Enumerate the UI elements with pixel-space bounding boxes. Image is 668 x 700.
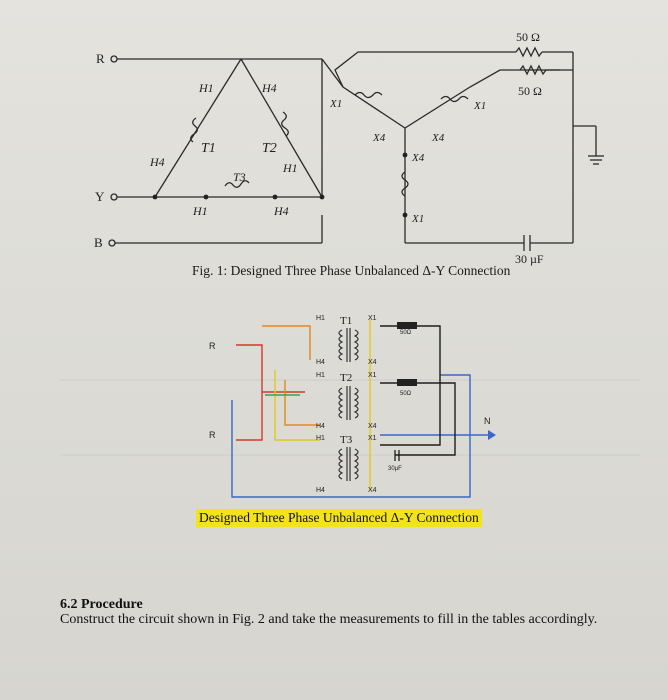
label-cap: 30 µF — [515, 252, 544, 266]
fig2-label-h1a: H1 — [316, 315, 325, 322]
wire-red — [236, 345, 262, 440]
fig2-label-x4c: X4 — [368, 487, 377, 494]
fig2-label-x4a: X4 — [368, 359, 377, 366]
label-t3: T3 — [233, 170, 246, 184]
fig2-label-res2: 50Ω — [400, 391, 412, 397]
fig2-label-h4c: H4 — [316, 487, 325, 494]
fig2-label-t3: T3 — [340, 434, 353, 446]
label-h4-left: H4 — [150, 155, 165, 169]
fig2-label-t2: T2 — [340, 372, 353, 384]
label-x4-right: X4 — [432, 132, 445, 144]
label-r2: 50 Ω — [518, 84, 542, 98]
fig2-label-h1c: H1 — [316, 435, 325, 442]
transformer-t1 — [339, 328, 358, 362]
transformer-t2 — [339, 386, 358, 420]
fig2-label-x1b: X1 — [368, 372, 377, 379]
label-t1: T1 — [201, 141, 216, 156]
label-x1-right: X1 — [474, 100, 487, 112]
label-y: Y — [95, 189, 105, 204]
label-h4-top: H4 — [262, 81, 277, 95]
fig2-label-h4b: H4 — [316, 423, 325, 430]
fig2-label-x1c: X1 — [368, 435, 377, 442]
fig1-caption: Fig. 1: Designed Three Phase Unbalanced Δ-Y Connection — [192, 263, 511, 278]
label-h1-right: H1 — [283, 161, 298, 175]
label-r1: 50 Ω — [516, 30, 540, 44]
fig2-label-h4a: H4 — [316, 359, 325, 366]
wire-orange — [262, 326, 310, 360]
label-x1-left: X1 — [330, 98, 343, 110]
fig2-label-x4b: X4 — [368, 423, 377, 430]
fig2-label-cap: 30µF — [388, 466, 402, 472]
fig2-caption: Designed Three Phase Unbalanced Δ-Y Connection — [196, 509, 482, 527]
fig2-label-res1: 50Ω — [400, 330, 412, 336]
label-h1-bottom: H1 — [193, 204, 208, 218]
fig2-label-x1a: X1 — [368, 315, 377, 322]
wire-yellow — [275, 370, 320, 440]
fig2-label-h1b: H1 — [316, 372, 325, 379]
label-x4-center: X4 — [412, 152, 425, 164]
section-heading: 6.2 Procedure — [60, 597, 143, 612]
fig2-resistor-1 — [397, 322, 417, 329]
fig2-label-r-top: R — [209, 341, 216, 351]
transformer-t3 — [339, 447, 358, 481]
label-t2: T2 — [262, 141, 277, 156]
fig2-label-t1: T1 — [340, 315, 353, 327]
label-r: R — [96, 51, 105, 66]
label-h1-top: H1 — [199, 81, 214, 95]
section-body: Construct the circuit shown in Fig. 2 and take the measurements to fill in the tables accordingly. — [60, 612, 598, 627]
fig2-label-r-bottom: R — [209, 430, 216, 440]
label-x4-left: X4 — [373, 132, 386, 144]
label-b: B — [94, 235, 103, 250]
label-h4-bottom: H4 — [274, 204, 289, 218]
fig2-label-n: N — [484, 416, 491, 426]
label-x1-center: X1 — [412, 213, 425, 225]
fig2-resistor-2 — [397, 379, 417, 386]
